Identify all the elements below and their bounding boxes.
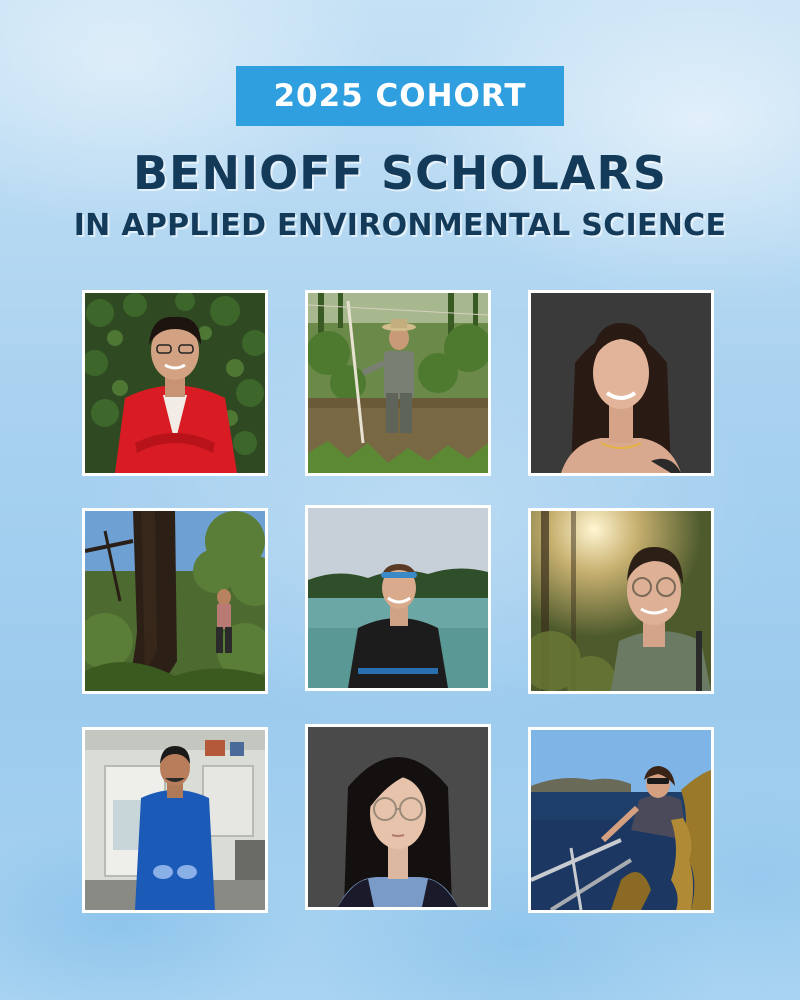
person-lab-photo [85,730,265,910]
cohort-badge: 2025 COHORT [236,66,564,126]
page-title: BENIOFF SCHOLARS [132,146,668,200]
person-portrait-photo [531,293,711,473]
person-sunlit-forest-photo [531,511,711,691]
scholar-photo-2 [305,290,491,476]
scholar-photo-8 [305,724,491,910]
person-boat-kelp-photo [531,730,711,910]
scholar-photo-6 [528,508,714,694]
person-lake-photo [308,508,488,688]
person-in-creek-photo [308,293,488,473]
person-redwood-forest-photo [85,511,265,691]
scholar-photo-3 [528,290,714,476]
scholar-photo-1 [82,290,268,476]
scholar-photo-7 [82,727,268,913]
scholar-photo-4 [82,508,268,694]
scholar-photo-5 [305,505,491,691]
scholar-photo-9 [528,727,714,913]
person-red-blazer-photo [85,293,265,473]
page-subtitle: IN APPLIED ENVIRONMENTAL SCIENCE [73,208,727,243]
person-portrait-glasses-photo [308,727,488,907]
